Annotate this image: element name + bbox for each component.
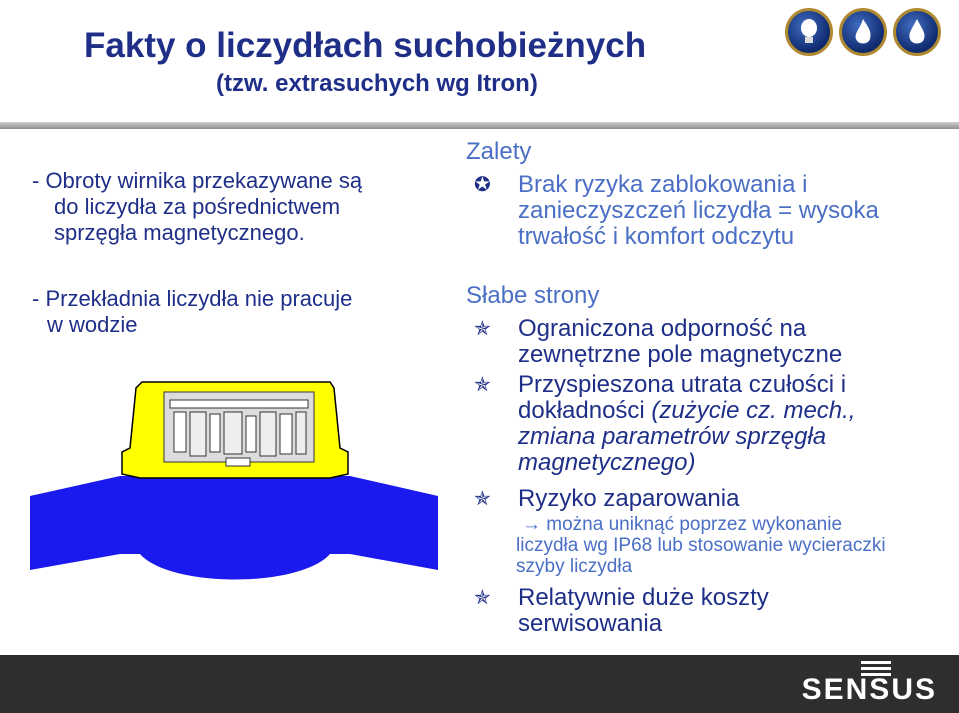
weakness-item-4 <box>466 585 951 637</box>
brand-logo-text: SENSUS <box>801 673 937 706</box>
weakness-item-1 <box>466 316 951 368</box>
left-point-1-line-3: sprzęgła magnetycznego. <box>54 220 305 245</box>
star-bullet-icon: ✯ <box>474 488 491 510</box>
left-point-1-line-2: do liczydła za pośrednictwem <box>54 194 341 219</box>
star-bullet-icon: ✯ <box>474 318 491 340</box>
water-meter-diagram <box>30 378 450 598</box>
weakness-3-text: Ryzyko zaparowania <box>518 485 740 512</box>
star-bullet-icon: ✯ <box>474 587 491 609</box>
weakness-4-line-2: serwisowania <box>518 610 663 637</box>
weakness-4-line-1: Relatywnie duże koszty <box>518 584 769 611</box>
arrow-right-icon: → <box>522 514 541 535</box>
star-circle-bullet-icon: ✪ <box>474 174 491 196</box>
top-divider <box>0 122 959 129</box>
left-point-2 <box>32 286 432 338</box>
left-point-2-line-2: w wodzie <box>47 312 138 337</box>
weakness-3-note-line-3: szyby liczydła <box>516 556 633 577</box>
register-mechanism <box>164 392 314 466</box>
utility-logos <box>785 8 941 56</box>
weakness-1-line-2: zewnętrzne pole magnetyczne <box>518 341 843 368</box>
page-title: Fakty o liczydłach suchobieżnych <box>84 26 647 65</box>
weakness-3-note-line-1: można uniknąć poprzez wykonanie <box>546 514 843 535</box>
weakness-2-italic-3: magnetycznego) <box>518 449 696 476</box>
star-bullet-icon: ✯ <box>474 374 491 396</box>
advantage-line-2: zanieczyszczeń liczydła = wysoka <box>518 197 879 224</box>
weakness-item-2 <box>466 372 951 476</box>
weakness-2-line-2-prefix: dokładności <box>518 397 652 424</box>
weakness-3-note-line-2: liczydła wg IP68 lub stosowanie wycieraczki <box>516 535 886 556</box>
advantage-item <box>466 172 951 250</box>
advantage-line-3: trwałość i komfort odczytu <box>518 223 795 250</box>
footer-bar <box>0 655 959 713</box>
weakness-2-italic-2: zmiana parametrów sprzęgła <box>518 423 827 450</box>
weakness-item-3 <box>466 486 951 512</box>
advantages-heading: Zalety <box>466 138 532 165</box>
left-point-1-line-1: - Obroty wirnika przekazywane są <box>32 168 363 193</box>
left-point-1 <box>32 168 432 246</box>
weakness-1-line-1: Ograniczona odporność na <box>518 315 807 342</box>
water-drop-icon <box>893 8 941 56</box>
weakness-2-italic-1: (zużycie cz. mech., <box>651 397 856 424</box>
weakness-3-note <box>466 514 951 577</box>
page-subtitle: (tzw. extrasuchych wg Itron) <box>216 70 538 97</box>
left-point-2-line-1: - Przekładnia liczydła nie pracuje <box>32 286 353 311</box>
weakness-2-line-1: Przyspieszona utrata czułości i <box>518 371 847 398</box>
right-column <box>466 138 951 637</box>
flame-icon <box>839 8 887 56</box>
weaknesses-heading: Słabe strony <box>466 282 600 309</box>
advantage-line-1: Brak ryzyka zablokowania i <box>518 171 808 198</box>
lightbulb-icon <box>785 8 833 56</box>
